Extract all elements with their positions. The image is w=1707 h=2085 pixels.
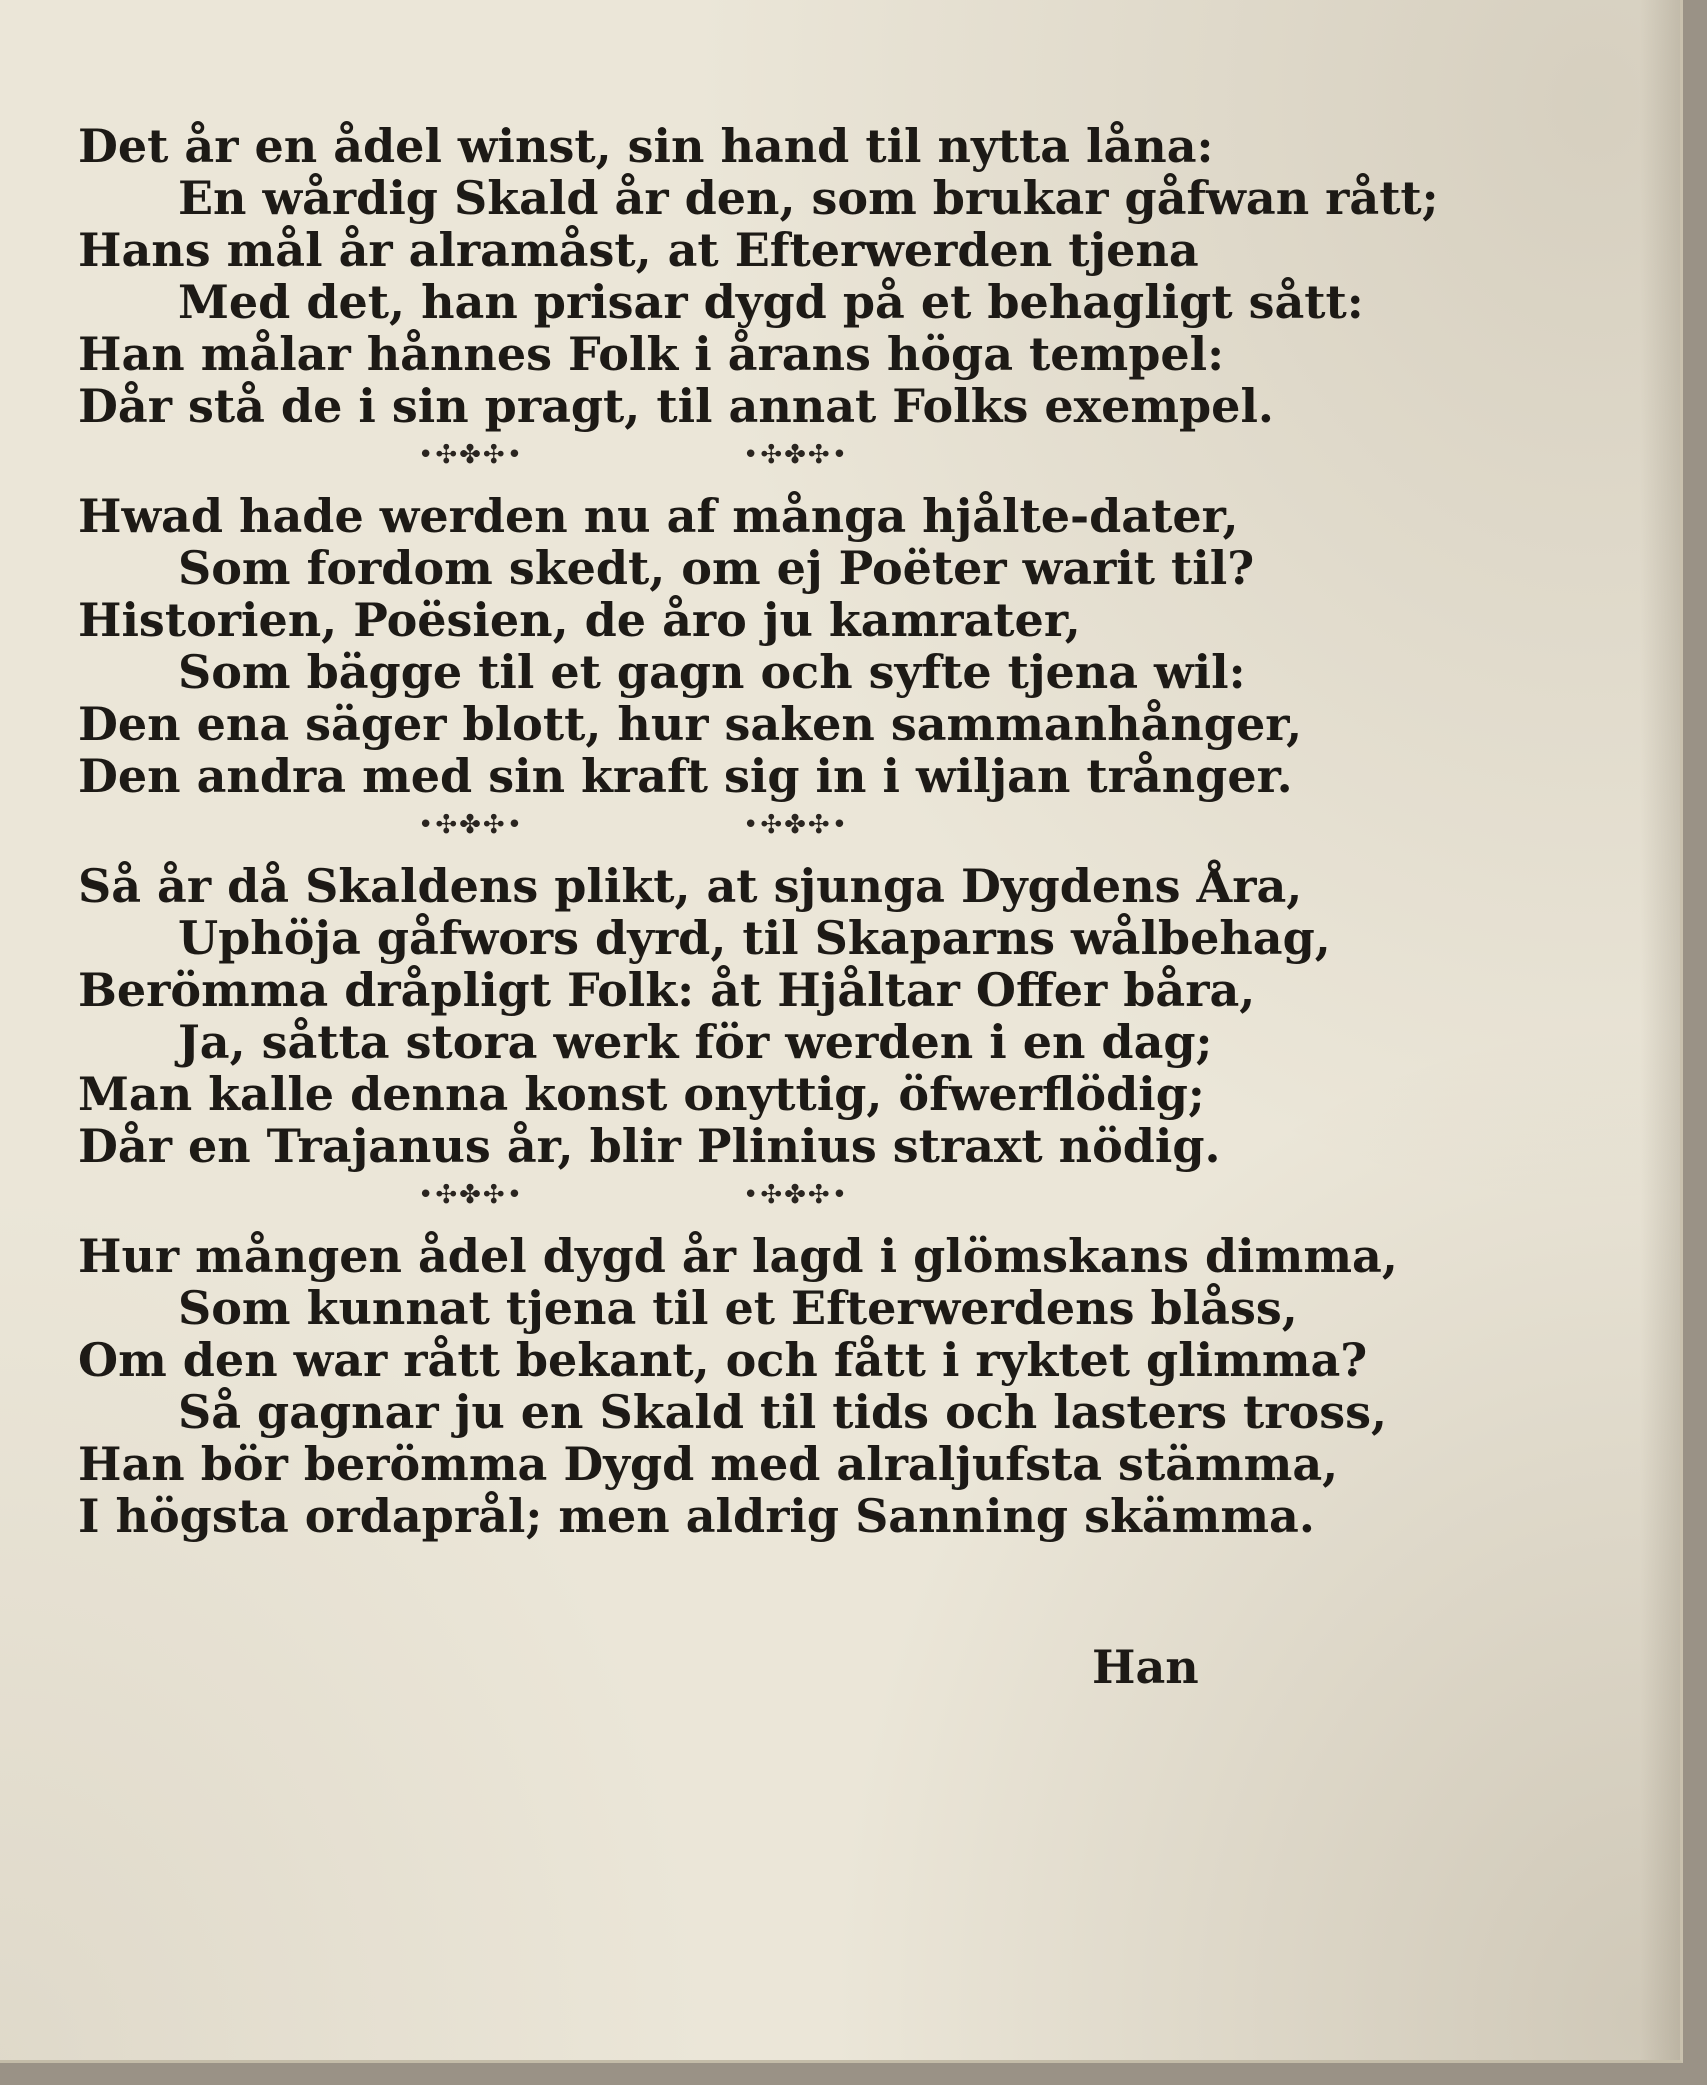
verse-line: Dår stå de i sin pragt, til annat Folks exempel. [78,379,1274,433]
stanza-3 [78,859,1331,1173]
stanza-divider [78,432,1218,490]
fleuron-ornament-icon: •✣✤✣• [418,1180,525,1210]
fleuron-ornament-icon: •✣✤✣• [418,810,525,840]
verse-line: Ja, såtta stora werk för werden i en dag; [178,1015,1213,1069]
verse-line: Hur mången ådel dygd år lagd i glömskans dimma, [78,1229,1398,1283]
verse-line: Som kunnat tjena til et Efterwerdens blåss, [178,1281,1298,1335]
verse-line: Man kalle denna konst onyttig, öfwerflödig; [78,1067,1205,1121]
verse-line: Det år en ådel winst, sin hand til nytta låna: [78,119,1214,173]
stanza-1 [78,119,1439,433]
stanza-divider [78,802,1218,860]
poem-body [78,119,1439,1543]
verse-line: Hans mål år alramåst, at Efterwerden tjena [78,223,1199,277]
verse-line: Historien, Poësien, de åro ju kamrater, [78,593,1081,647]
verse-line: Hwad hade werden nu af många hjålte-dater, [78,489,1239,543]
verse-line: Den andra med sin kraft sig in i wiljan trånger. [78,749,1293,803]
verse-line: Han bör berömma Dygd med alraljufsta stämma, [78,1437,1339,1491]
verse-line: Så gagnar ju en Skald til tids och lasters tross, [178,1385,1388,1439]
verse-line: Om den war rått bekant, och fått i ryktet glimma? [78,1333,1368,1387]
page-edge-shadow [1640,0,1680,2060]
verse-line: En wårdig Skald år den, som brukar gåfwan rått; [178,171,1439,225]
verse-line: Med det, han prisar dygd på et behagligt sått: [178,275,1364,329]
catchword: Han [1092,1640,1199,1694]
fleuron-ornament-icon: •✣✤✣• [743,440,850,470]
verse-line: Berömma dråpligt Folk: åt Hjåltar Offer båra, [78,963,1256,1017]
stanza-divider [78,1172,1218,1230]
stanza-4 [78,1229,1398,1543]
verse-line: Som fordom skedt, om ej Poëter warit til? [178,541,1255,595]
verse-line: I högsta ordaprål; men aldrig Sanning skämma. [78,1489,1315,1543]
fleuron-ornament-icon: •✣✤✣• [743,1180,850,1210]
verse-line: Han målar hånnes Folk i årans höga tempel: [78,327,1225,381]
verse-line: Som bägge til et gagn och syfte tjena wil: [178,645,1246,699]
verse-line: Så år då Skaldens plikt, at sjunga Dygdens Åra, [78,859,1303,913]
stanza-2 [78,489,1303,803]
verse-line: Uphöja gåfwors dyrd, til Skaparns wålbehag, [178,911,1331,965]
fleuron-ornament-icon: •✣✤✣• [418,440,525,470]
verse-line: Den ena säger blott, hur saken sammanhånger, [78,697,1303,751]
fleuron-ornament-icon: •✣✤✣• [743,810,850,840]
verse-line: Dår en Trajanus år, blir Plinius straxt nödig. [78,1119,1221,1173]
